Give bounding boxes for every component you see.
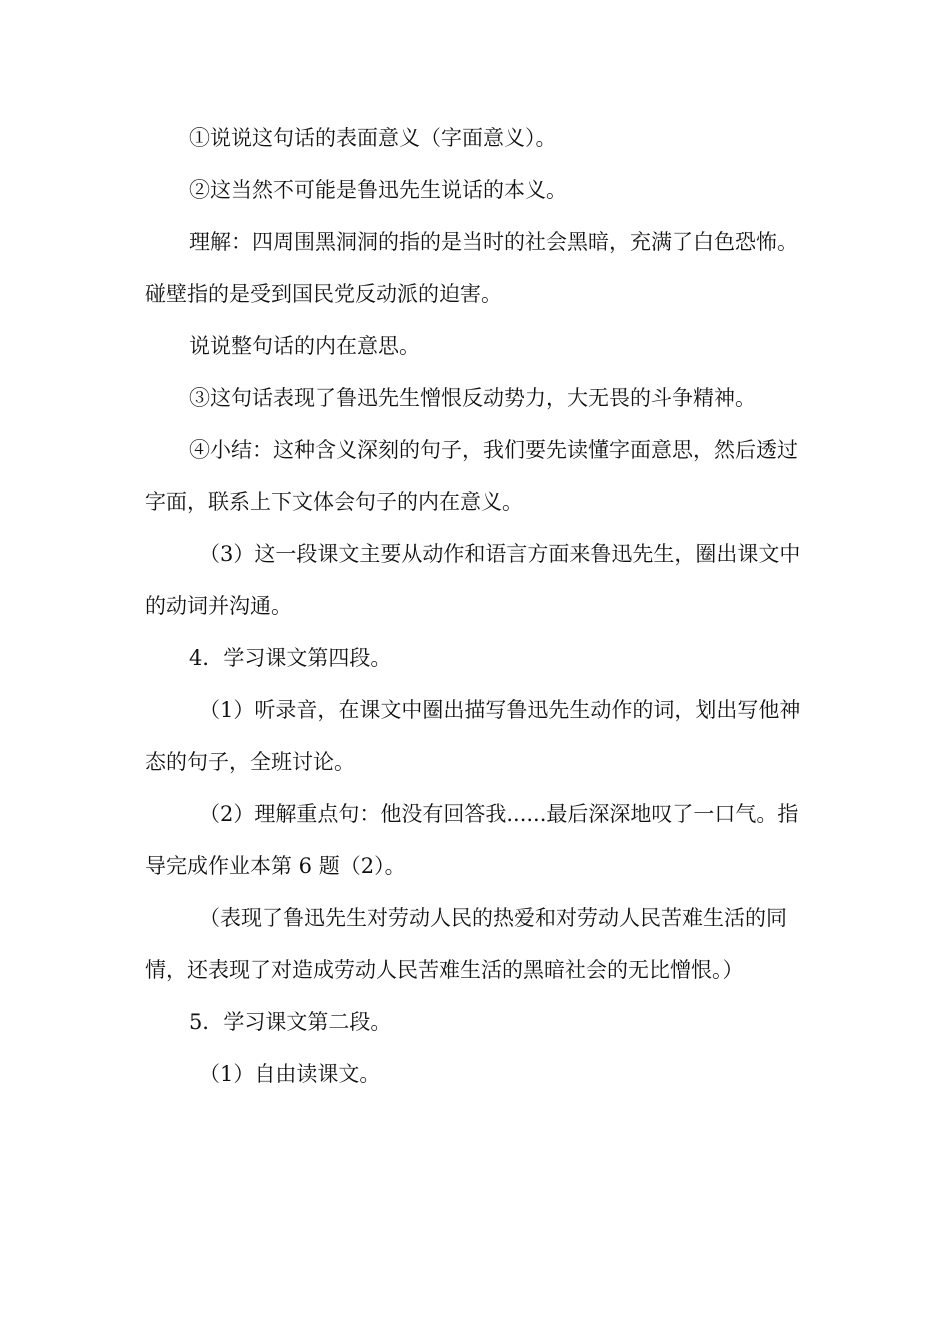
paragraph-understanding: 理解：四周围黑洞洞的指的是当时的社会黑暗，充满了白色恐怖。碰壁指的是受到国民党反动派的迫害。 — [145, 230, 798, 306]
section-heading-5: 5．学习课文第二段。 — [189, 1010, 392, 1034]
paragraph-item-1-listen: （1）听录音，在课文中圈出描写鲁迅先生动作的词，划出写他神态的句子，全班讨论。 — [145, 698, 801, 774]
paragraph-explanation: （表现了鲁迅先生对劳动人民的热爱和对劳动人民苦难生活的同情，还表现了对造成劳动人民苦难生活的黑暗社会的无比憎恨。） — [145, 906, 787, 982]
paragraph-inner-meaning: 说说整句话的内在意思。 — [189, 334, 420, 358]
paragraph-item-1-read: （1）自由读课文。 — [199, 1062, 381, 1086]
paragraph-spirit: ③这句话表现了鲁迅先生憎恨反动势力，大无畏的斗争精神。 — [189, 386, 756, 410]
section-heading-4: 4．学习课文第四段。 — [189, 646, 392, 670]
paragraph-summary: ④小结：这种含义深刻的句子，我们要先读懂字面意思，然后透过字面，联系上下文体会句子的内在意义。 — [145, 438, 798, 514]
paragraph-item-2-key-sentence: （2）理解重点句：他没有回答我......最后深深地叹了一口气。指导完成作业本第 6 题（2）。 — [145, 802, 799, 878]
paragraph-literal-meaning: ①说说这句话的表面意义（字面意义）。 — [189, 126, 557, 150]
document-body — [145, 112, 810, 1100]
paragraph-true-meaning: ②这当然不可能是鲁迅先生说话的本义。 — [189, 178, 567, 202]
paragraph-item-3: （3）这一段课文主要从动作和语言方面来鲁迅先生，圈出课文中的动词并沟通。 — [145, 542, 801, 618]
